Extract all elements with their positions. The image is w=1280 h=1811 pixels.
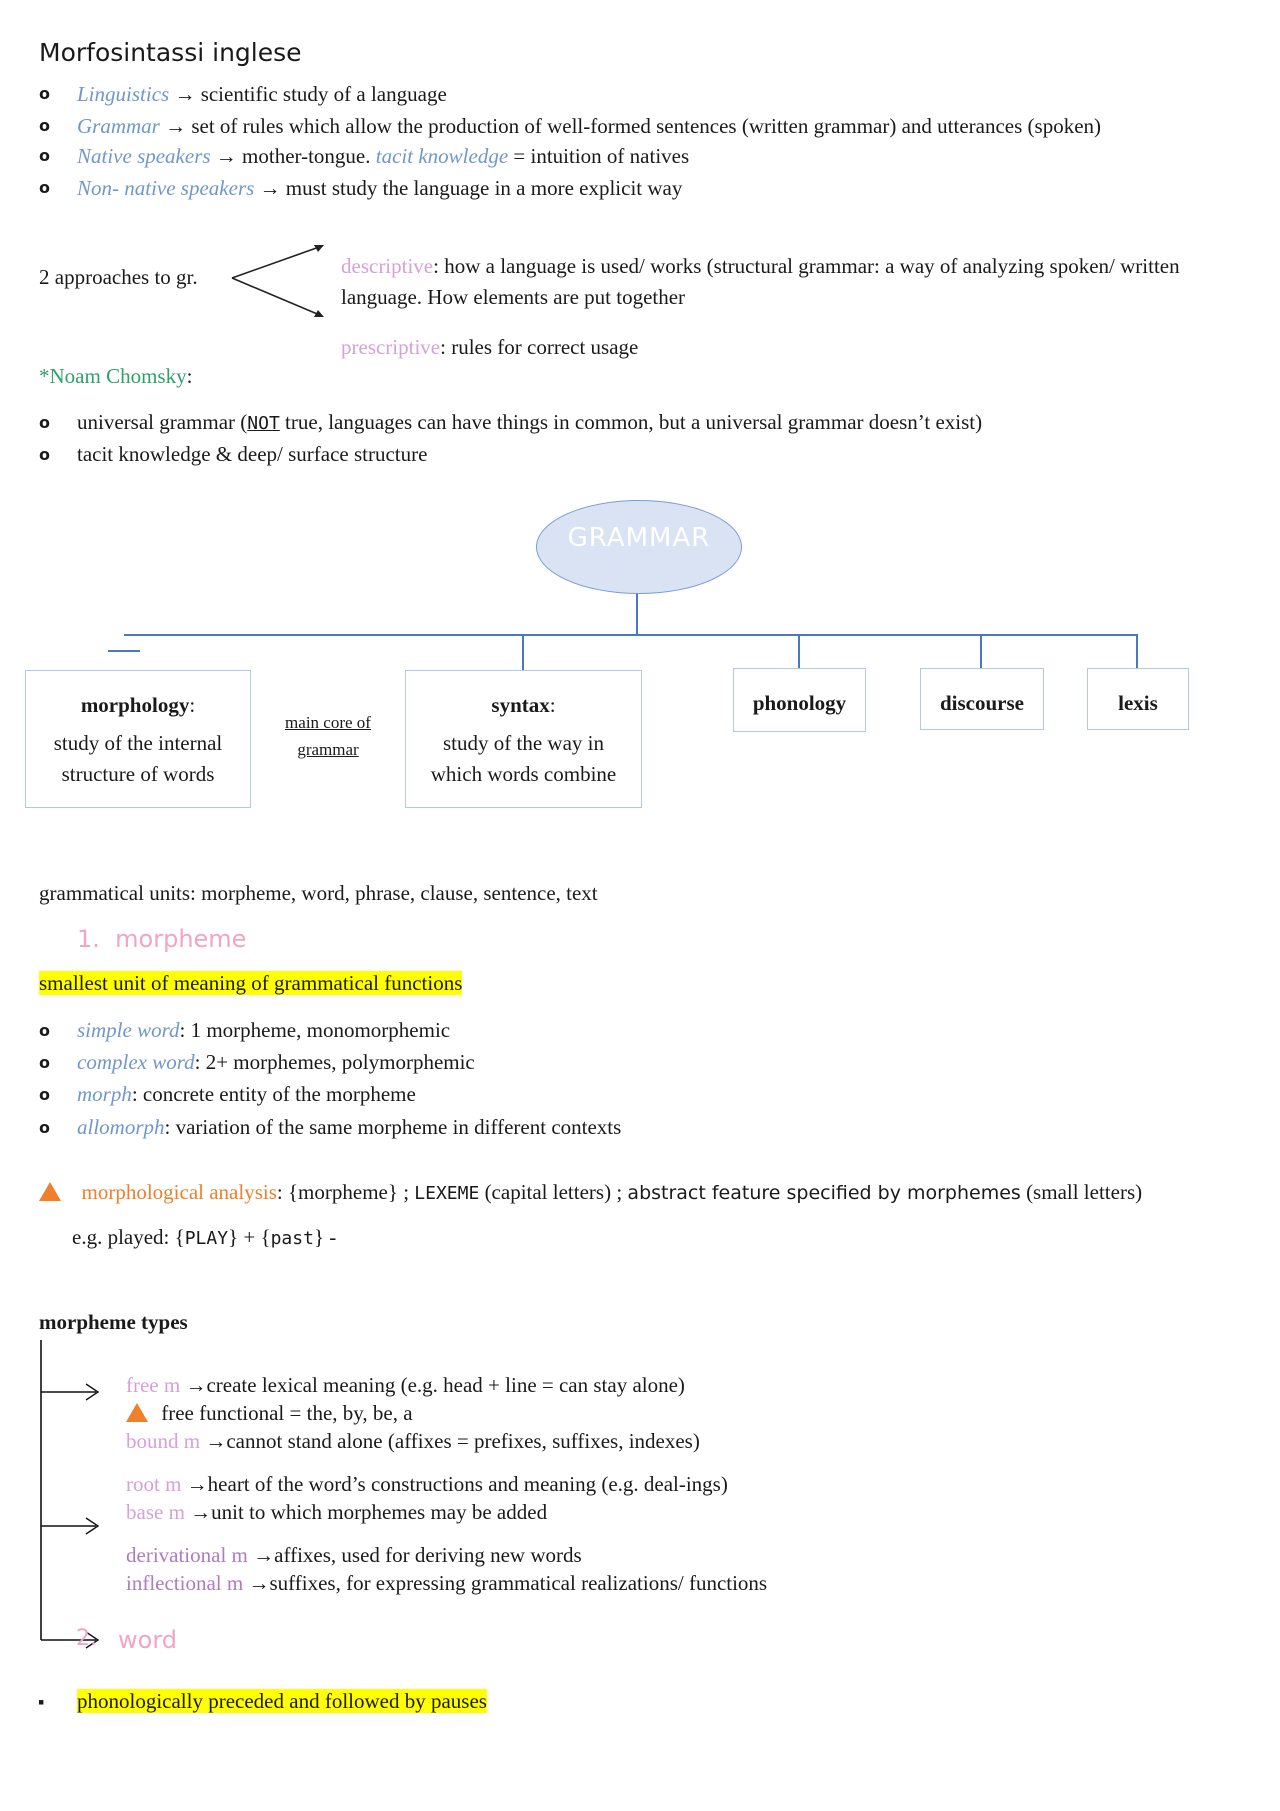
analysis-line — [39, 1180, 1142, 1205]
connector — [108, 650, 140, 652]
descriptive-text: : how a language is used/ works (structural grammar: a way of analyzing spoken/ written — [433, 254, 1180, 278]
definition: : concrete entity of the morpheme — [131, 1082, 416, 1106]
word-bullet — [77, 1689, 487, 1714]
text: e.g. played: { — [72, 1225, 185, 1249]
syntax-desc: which words combine — [430, 762, 617, 786]
list-item — [77, 1018, 450, 1043]
term: complex word — [77, 1050, 195, 1074]
main-core-text: main core of — [285, 713, 371, 732]
page-title: Morfosintassi inglese — [39, 38, 302, 67]
term: allomorph — [77, 1115, 165, 1139]
arrow: → — [190, 1500, 212, 1524]
text: : {morpheme} ; — [276, 1180, 415, 1204]
type-text: unit to which morphemes may be added — [211, 1500, 548, 1524]
definition: scientific study of a language — [200, 82, 447, 106]
prescriptive-term: prescriptive — [341, 335, 441, 359]
definition: mother-tongue. — [242, 144, 371, 168]
approaches-label: 2 approaches to gr. — [39, 265, 198, 289]
term: tacit knowledge — [375, 144, 509, 168]
definition: : 2+ morphemes, polymorphemic — [194, 1050, 475, 1074]
grammar-root-ellipse — [536, 500, 742, 594]
term: Native speakers — [77, 144, 211, 168]
lexeme-label: LEXEME — [414, 1183, 480, 1204]
discourse-box — [920, 668, 1044, 730]
text: (small letters) — [1020, 1180, 1143, 1204]
analysis-example — [72, 1225, 336, 1250]
units-line: grammatical units: morpheme, word, phrase, clause, sentence, text — [39, 881, 598, 905]
arrow: → — [248, 1571, 270, 1595]
type-term: base m — [126, 1500, 185, 1524]
discourse-title: discourse — [940, 691, 1024, 715]
abstract-feature: abstract feature specified by morphemes — [627, 1182, 1021, 1204]
term: morph — [77, 1082, 132, 1106]
bullet-marker: o — [39, 445, 50, 464]
definition: : 1 morpheme, monomorphemic — [179, 1018, 451, 1042]
descriptive-line-1 — [341, 254, 1180, 279]
list-item — [77, 114, 1101, 139]
connector — [636, 594, 638, 634]
prescriptive-text: : rules for correct usage — [440, 335, 639, 359]
definition: must study the language in a more explicit way — [285, 176, 683, 200]
connector — [980, 634, 982, 668]
arrow: → — [215, 144, 237, 168]
example-feature: past — [270, 1228, 314, 1249]
connector — [124, 634, 1137, 636]
bound-morpheme-line — [126, 1429, 700, 1454]
root-morpheme-line — [126, 1472, 728, 1497]
connector — [1136, 634, 1138, 668]
type-text: suffixes, for expressing grammatical realizations/ functions — [269, 1571, 768, 1595]
definition: : variation of the same morpheme in different contexts — [164, 1115, 622, 1139]
type-term: root m — [126, 1472, 182, 1496]
type-text: heart of the word’s constructions and meaning (e.g. deal-ings) — [207, 1472, 728, 1496]
morphology-desc: study of the internal — [53, 731, 223, 755]
definition: set of rules which allow the production of well-formed sentences (written grammar) and utterances (spoken) — [191, 114, 1102, 138]
term: Non- native speakers — [77, 176, 255, 200]
type-term: free m — [126, 1373, 181, 1397]
connector — [522, 634, 524, 670]
types-heading: morpheme types — [39, 1310, 188, 1334]
example-lexeme: PLAY — [184, 1228, 229, 1249]
chomsky-heading — [39, 364, 192, 389]
list-item — [77, 1082, 416, 1107]
base-morpheme-line — [126, 1500, 547, 1525]
term: Grammar — [77, 114, 160, 138]
analysis-term: morphological analysis — [81, 1180, 277, 1204]
main-core-note — [272, 709, 384, 763]
type-term: bound m — [126, 1429, 201, 1453]
colon: : — [189, 693, 196, 717]
not-emphasis: NOT — [247, 413, 280, 434]
chomsky-item-1 — [77, 410, 982, 435]
highlighted-definition: phonologically preceded and followed by pauses — [77, 1689, 487, 1713]
type-term: inflectional m — [126, 1571, 244, 1595]
type-text: free functional = the, by, be, a — [161, 1401, 413, 1425]
arrow: → — [253, 1543, 275, 1567]
main-core-text: grammar — [297, 740, 359, 759]
text: universal grammar ( — [77, 410, 248, 434]
morpheme-heading: 1. morpheme — [77, 925, 247, 953]
lexis-box — [1087, 668, 1189, 730]
arrow: → — [259, 176, 281, 200]
list-item — [77, 176, 682, 201]
bullet-marker: o — [39, 1085, 50, 1104]
bullet-marker: o — [39, 146, 50, 165]
derivational-morpheme-line — [126, 1543, 582, 1568]
chomsky-item-2: tacit knowledge & deep/ surface structure — [77, 442, 428, 466]
grammar-root-label: GRAMMAR — [567, 523, 711, 553]
inflectional-morpheme-line — [126, 1571, 767, 1596]
type-text: create lexical meaning (e.g. head + line = can stay alone) — [206, 1373, 685, 1397]
arrow: → — [185, 1373, 207, 1397]
list-item — [77, 1050, 475, 1075]
types-bracket-arrows-icon — [36, 1340, 106, 1652]
chomsky-name: *Noam Chomsky — [39, 364, 187, 388]
list-item — [77, 82, 447, 107]
free-morpheme-line — [126, 1373, 685, 1398]
text: (capital letters) ; — [479, 1180, 628, 1204]
word-heading: word — [118, 1626, 177, 1654]
prescriptive-line — [341, 335, 638, 360]
text: true, languages can have things in common, but a universal grammar doesn’t exist) — [279, 410, 983, 434]
bullet-marker: o — [39, 1118, 50, 1137]
list-item — [77, 144, 689, 169]
arrow: → — [174, 82, 196, 106]
highlighted-definition: smallest unit of meaning of grammatical functions — [39, 971, 463, 995]
descriptive-line-2: language. How elements are put together — [341, 285, 686, 309]
arrow: → — [165, 114, 187, 138]
term: Linguistics — [77, 82, 170, 106]
fork-arrow-icon — [228, 240, 328, 320]
bullet-marker: o — [39, 1053, 50, 1072]
free-functional-line — [126, 1401, 413, 1426]
connector — [798, 634, 800, 668]
chomsky-colon: : — [186, 364, 193, 388]
definition: = intuition of natives — [513, 144, 690, 168]
arrow: → — [186, 1472, 208, 1496]
morphology-box — [25, 670, 251, 808]
term: simple word — [77, 1018, 180, 1042]
phonology-box — [733, 668, 866, 732]
type-text: affixes, used for deriving new words — [274, 1543, 582, 1567]
bullet-marker: o — [39, 1021, 50, 1040]
bullet-marker: o — [39, 116, 50, 135]
bullet-marker: o — [39, 413, 50, 432]
bullet-marker: o — [39, 84, 50, 103]
type-term: derivational m — [126, 1543, 248, 1567]
descriptive-term: descriptive — [341, 254, 434, 278]
arrow: → — [205, 1429, 227, 1453]
list-item — [77, 1115, 621, 1140]
warning-triangle-icon — [39, 1182, 61, 1201]
morpheme-definition — [39, 971, 462, 996]
colon: : — [549, 693, 556, 717]
square-bullet: ▪ — [38, 1692, 45, 1712]
syntax-title: syntax — [491, 693, 550, 717]
type-text: cannot stand alone (affixes = prefixes, suffixes, indexes) — [226, 1429, 700, 1453]
phonology-title: phonology — [752, 691, 847, 715]
word-number: 2. — [76, 1626, 97, 1651]
text: } + { — [228, 1225, 271, 1249]
syntax-box — [405, 670, 642, 808]
lexis-title: lexis — [1118, 691, 1158, 715]
morphology-desc: structure of words — [61, 762, 215, 786]
morphology-title: morphology — [80, 693, 190, 717]
warning-triangle-icon — [126, 1403, 148, 1422]
syntax-desc: study of the way in — [443, 731, 604, 755]
bullet-marker: o — [39, 178, 50, 197]
text: } - — [313, 1225, 337, 1249]
